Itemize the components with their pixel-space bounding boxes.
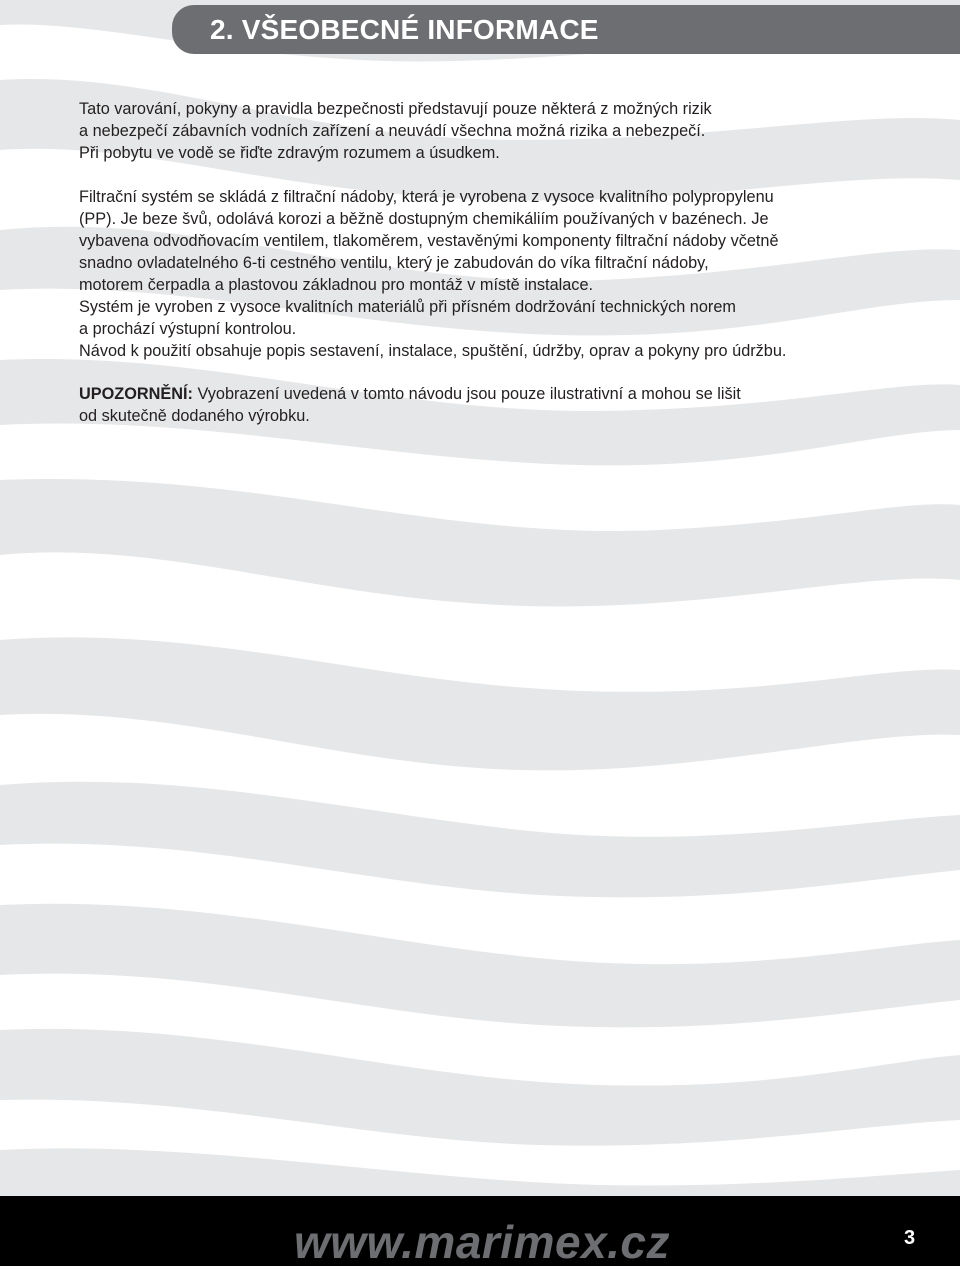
- wave-band: [0, 479, 960, 606]
- page-title: 2. VŠEOBECNÉ INFORMACE: [210, 14, 599, 45]
- note-text: Vyobrazení uvedená v tomto návodu jsou pouze ilustrativní a mohou se lišit: [192, 385, 741, 403]
- note-label: UPOZORNĚNÍ:: [79, 385, 193, 403]
- wave-band: [0, 782, 960, 898]
- main-content: [79, 98, 879, 427]
- intro-line: a nebezpečí zábavních vodních zařízení a neuvádí všechna možná rizika a nebezpečí.: [79, 122, 706, 140]
- description-line: a prochází výstupní kontrolou.: [79, 320, 297, 338]
- wave-band: [0, 1029, 960, 1146]
- wave-band: [0, 1148, 960, 1196]
- description-line: motorem čerpadla a plastovou základnou pro montáž v místě instalace.: [79, 276, 594, 294]
- footer-bar: [0, 1196, 960, 1266]
- wave-band: [0, 637, 960, 770]
- section-header: [172, 5, 960, 54]
- footer-website-url: www.marimex.cz: [294, 1216, 671, 1268]
- description-line: Systém je vyroben z vysoce kvalitních materiálů při přísném dodržování technických norem: [79, 298, 736, 316]
- note-paragraph: [79, 383, 879, 405]
- intro-line: Při pobytu ve vodě se řiďte zdravým rozumem a úsudkem.: [79, 144, 500, 162]
- wave-band: [0, 904, 960, 1028]
- description-line: Filtrační systém se skládá z filtrační nádoby, která je vyrobena z vysoce kvalitního polypropylenu: [79, 188, 774, 206]
- description-line: vybavena odvodňovacím ventilem, tlakoměrem, vestavěnými komponenty filtrační nádoby včetně: [79, 232, 779, 250]
- intro-line: Tato varování, pokyny a pravidla bezpečnosti představují pouze některá z možných rizik: [79, 100, 712, 118]
- note-text-continued: od skutečně dodaného výrobku.: [79, 407, 310, 425]
- description-line: Návod k použití obsahuje popis sestavení, instalace, spuštění, údržby, oprav a pokyny pro údržbu.: [79, 342, 787, 360]
- description-line: (PP). Je beze švů, odolává korozi a běžně dostupným chemikáliím používaných v bazénech. Je: [79, 210, 769, 228]
- description-line: snadno ovladatelného 6-ti cestného ventilu, který je zabudován do víka filtrační nádoby,: [79, 254, 709, 272]
- page-number: 3: [904, 1227, 916, 1249]
